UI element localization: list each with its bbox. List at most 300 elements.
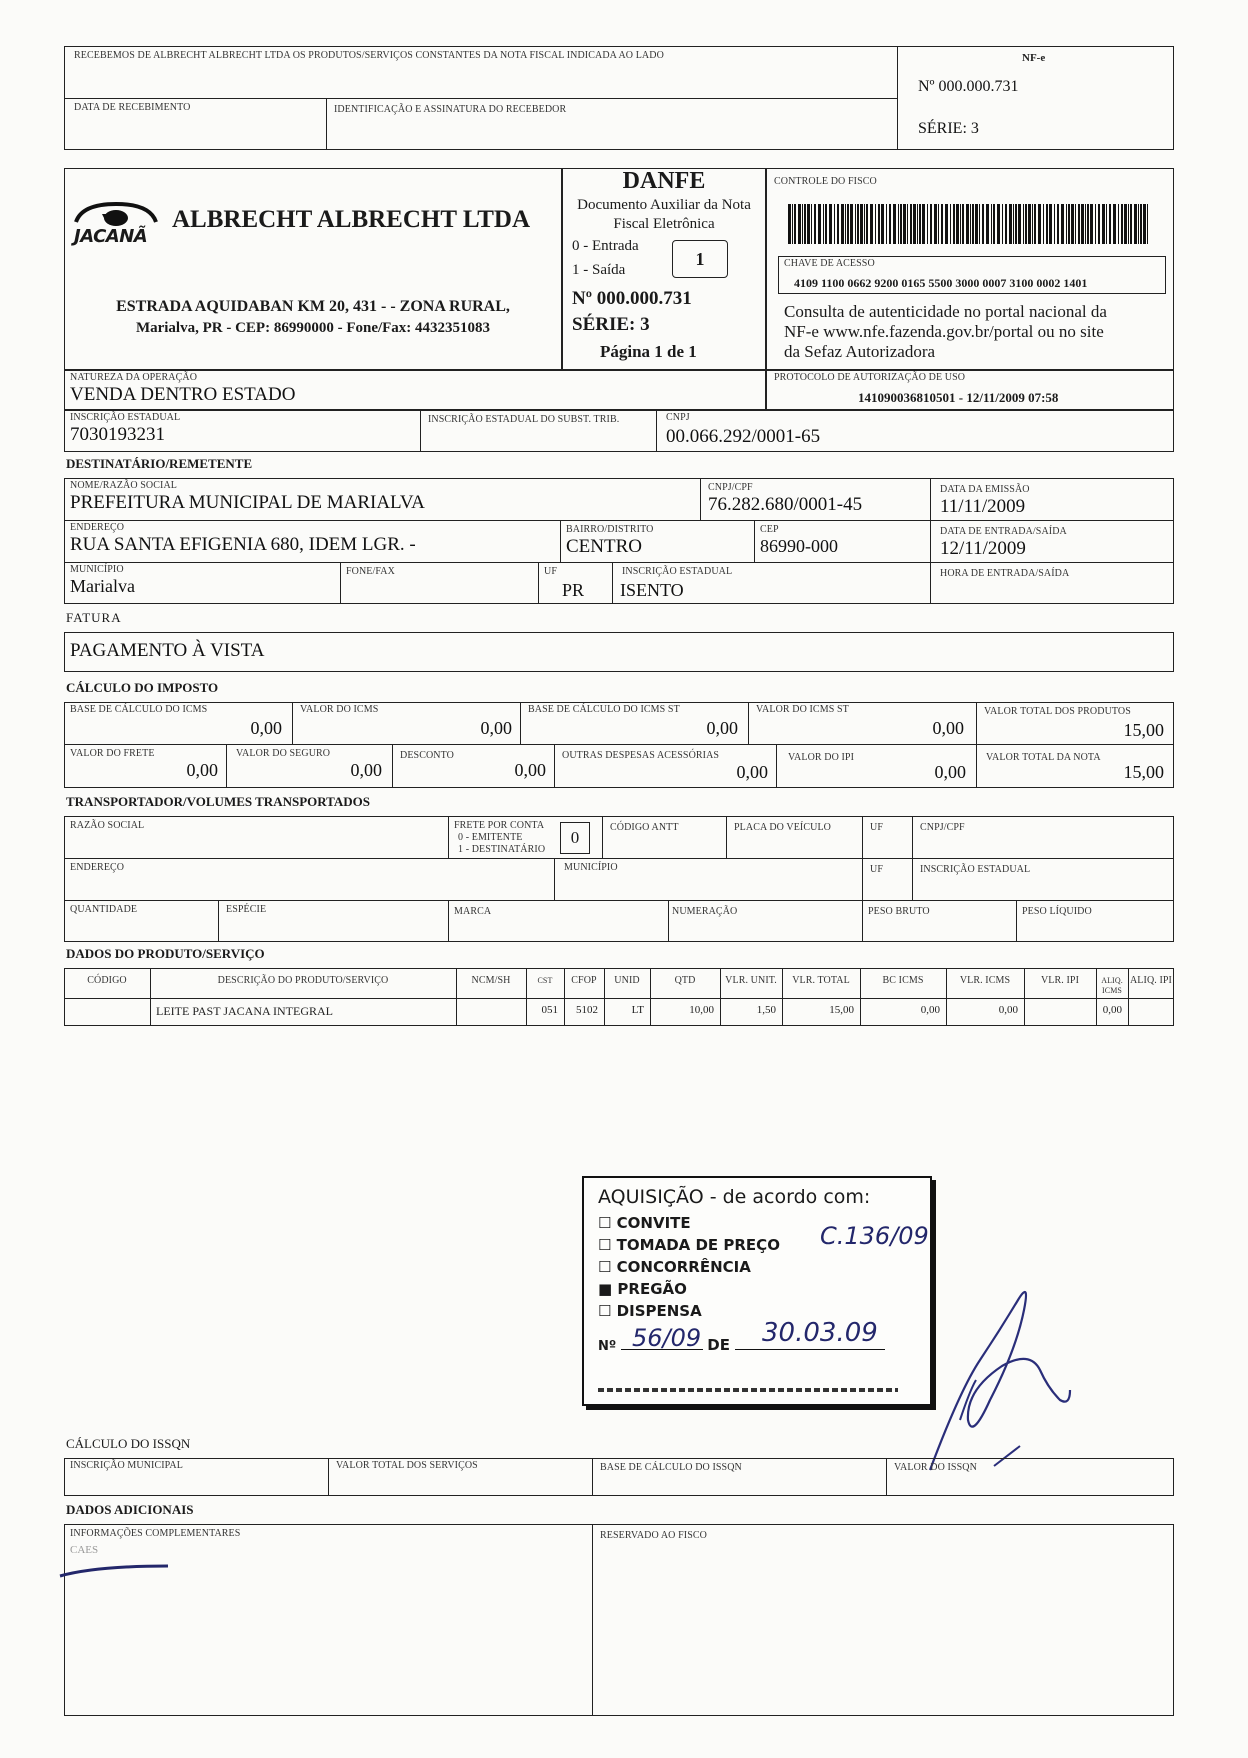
operation-nature: VENDA DENTRO ESTADO xyxy=(70,384,296,405)
carrier-uf-label: UF xyxy=(870,822,883,833)
additional-box xyxy=(64,1524,1174,1716)
divider xyxy=(64,98,897,99)
barcode-bar xyxy=(1121,204,1123,244)
barcode-bar xyxy=(1054,204,1055,244)
receipt-text: RECEBEMOS DE ALBRECHT ALBRECHT LTDA OS PRODUTOS/SERVIÇOS CONSTANTES DA NOTA FISCAL INDICADA AO LADO xyxy=(74,50,664,61)
divider xyxy=(448,816,449,858)
col-header-qty: QTD xyxy=(674,975,696,986)
divider xyxy=(292,702,293,744)
divider xyxy=(748,702,749,744)
stamp-handwritten-tomada: C.136/09 xyxy=(820,1222,929,1250)
recipient-ie: ISENTO xyxy=(620,580,684,600)
stamp-tomada: ☐ TOMADA DE PREÇO xyxy=(598,1236,780,1254)
barcode-bar xyxy=(837,204,839,244)
icms-st-base: 0,00 xyxy=(706,718,738,738)
issuer-box xyxy=(64,168,562,370)
barcode-bar xyxy=(1075,204,1076,244)
acquisition-stamp xyxy=(582,1176,932,1406)
products-total: 15,00 xyxy=(1123,720,1164,740)
recipient-address-label: ENDEREÇO xyxy=(70,522,125,533)
stamp-title: AQUISIÇÃO - de acordo com: xyxy=(598,1186,871,1208)
barcode-bar xyxy=(1140,204,1142,244)
barcode-bar xyxy=(903,204,906,244)
entry-date-label: DATA DE ENTRADA/SAÍDA xyxy=(940,526,1067,537)
phone-label: FONE/FAX xyxy=(346,566,395,577)
icms-value: 0,00 xyxy=(480,718,512,738)
fiscal-control-label: CONTROLE DO FISCO xyxy=(774,176,877,187)
icms-st-value: 0,00 xyxy=(932,718,964,738)
ipi-value: 0,00 xyxy=(934,762,966,782)
barcode-bar xyxy=(1106,204,1107,244)
barcode-bar xyxy=(802,204,803,244)
barcode-bar xyxy=(1095,204,1096,244)
carrier-cnpj-label: CNPJ/CPF xyxy=(920,822,965,833)
stub-number: Nº 000.000.731 xyxy=(918,78,1019,95)
barcode-bar xyxy=(1109,204,1111,244)
barcode-bar xyxy=(960,204,961,244)
barcode-bar xyxy=(1081,204,1084,244)
col-header-total: VLR. TOTAL xyxy=(792,975,850,986)
protocol-number: 141090036810501 - 12/11/2009 07:58 xyxy=(858,390,1059,405)
barcode-bar xyxy=(850,204,853,244)
barcode-bar xyxy=(927,204,928,244)
divider xyxy=(912,816,913,900)
barcode-bar xyxy=(1102,204,1105,244)
barcode-bar xyxy=(823,204,824,244)
barcode-bar xyxy=(1128,204,1129,244)
barcode-bar xyxy=(1085,204,1086,244)
divider xyxy=(554,744,555,788)
barcode-bar xyxy=(1118,204,1119,244)
icms-base-label: BASE DE CÁLCULO DO ICMS xyxy=(70,704,208,715)
divider xyxy=(886,1458,887,1496)
substitute-registration-label: INSCRIÇÃO ESTADUAL DO SUBST. TRIB. xyxy=(428,414,620,425)
city: Marialva xyxy=(70,576,135,596)
barcode-bar xyxy=(857,204,859,244)
issuer-address-1: ESTRADA AQUIDABAN KM 20, 431 - - ZONA RURAL, xyxy=(116,298,510,315)
issuer-cnpj: 00.066.292/0001-65 xyxy=(666,426,821,447)
municipal-registration-label: INSCRIÇÃO MUNICIPAL xyxy=(70,1460,183,1471)
divider xyxy=(754,520,755,562)
barcode-bar xyxy=(962,204,964,244)
barcode-bar xyxy=(972,204,974,244)
cell-description: LEITE PAST JACANA INTEGRAL xyxy=(156,1004,334,1018)
barcode-bar xyxy=(870,204,873,244)
divider xyxy=(328,1458,329,1496)
issue-date-label: DATA DA EMISSÃO xyxy=(940,484,1030,495)
barcode-bar xyxy=(1061,204,1064,244)
recipient-ie-label: INSCRIÇÃO ESTADUAL xyxy=(622,566,733,577)
stamp-handwritten-date: 30.03.09 xyxy=(762,1318,878,1348)
barcode-bar xyxy=(907,204,908,244)
divider xyxy=(897,46,898,150)
barcode-bar xyxy=(847,204,849,244)
divider xyxy=(862,816,863,900)
stamp-bottom-rule xyxy=(598,1388,898,1392)
divider xyxy=(554,858,555,900)
stamp-handwritten-number: 56/09 xyxy=(632,1324,702,1352)
divider xyxy=(64,520,1174,521)
divider xyxy=(218,900,219,942)
barcode-bar xyxy=(866,204,868,244)
barcode-bar xyxy=(860,204,863,244)
discount: 0,00 xyxy=(514,760,546,780)
barcode-bar xyxy=(900,204,902,244)
barcode-bar xyxy=(975,204,978,244)
barcode-bar xyxy=(930,204,932,244)
barcode-bar xyxy=(1138,204,1139,244)
barcode-bar xyxy=(878,204,880,244)
divider xyxy=(448,900,449,942)
divider xyxy=(930,478,931,604)
barcode-bar xyxy=(1034,204,1036,244)
stamp-convite: ☐ CONVITE xyxy=(598,1214,691,1232)
carrier-ie-label: INSCRIÇÃO ESTADUAL xyxy=(920,864,1031,875)
carrier-uf-label-2: UF xyxy=(870,864,883,875)
barcode-bar xyxy=(1038,204,1041,244)
barcode-bar xyxy=(966,204,969,244)
barcode-bar xyxy=(1057,204,1059,244)
consult-text-2: NF-e www.nfe.fazenda.gov.br/portal ou no site xyxy=(784,322,1104,341)
barcode-bar xyxy=(1147,204,1148,244)
gross-weight-label: PESO BRUTO xyxy=(868,906,930,917)
barcode-bar xyxy=(889,204,891,244)
signature xyxy=(920,1270,1080,1490)
pen-mark xyxy=(56,1560,176,1584)
stub-series: SÉRIE: 3 xyxy=(918,120,979,137)
postal-code-label: CEP xyxy=(760,524,779,535)
carrier-name-label: RAZÃO SOCIAL xyxy=(70,820,145,831)
freight-payer-label-1: FRETE POR CONTA xyxy=(454,820,545,831)
cell-unit: LT xyxy=(631,1004,644,1016)
barcode-bar xyxy=(938,204,939,244)
cell-bc-icms: 0,00 xyxy=(920,1004,940,1016)
barcode-bar xyxy=(1066,204,1067,244)
barcode-bar xyxy=(941,204,943,244)
stamp-number-label: Nº xyxy=(598,1339,617,1354)
divider xyxy=(340,562,341,604)
transport-section-title: TRANSPORTADOR/VOLUMES TRANSPORTADOS xyxy=(66,794,371,809)
products-total-label: VALOR TOTAL DOS PRODUTOS xyxy=(984,706,1131,717)
col-header-cst: CST xyxy=(537,976,553,985)
issuer-name: ALBRECHT ALBRECHT LTDA xyxy=(172,206,530,233)
divider xyxy=(64,998,1174,999)
receiver-id-label: IDENTIFICAÇÃO E ASSINATURA DO RECEBEDOR xyxy=(334,104,567,115)
barcode-bar xyxy=(881,204,884,244)
operation-type-box: 1 xyxy=(672,240,728,278)
payment-terms: PAGAMENTO À VISTA xyxy=(70,640,265,661)
barcode-bar xyxy=(1087,204,1089,244)
icms-st-value-label: VALOR DO ICMS ST xyxy=(756,704,849,715)
barcode-bar xyxy=(1002,204,1003,244)
barcode-bar xyxy=(997,204,1000,244)
barcode-bar xyxy=(1071,204,1074,244)
col-header-ncm: NCM/SH xyxy=(471,975,511,986)
barcode-bar xyxy=(1028,204,1031,244)
barcode-bar xyxy=(991,204,992,244)
barcode-bar xyxy=(825,204,827,244)
uf: PR xyxy=(562,580,585,600)
barcode-bar xyxy=(1005,204,1007,244)
barcode-bar xyxy=(875,204,876,244)
barcode-bar xyxy=(886,204,887,244)
recipient-name: PREFEITURA MUNICIPAL DE MARIALVA xyxy=(70,492,425,513)
cell-qty: 10,00 xyxy=(689,1004,714,1016)
barcode-bar xyxy=(919,204,921,244)
recipient-address: RUA SANTA EFIGENIA 680, IDEM LGR. - xyxy=(70,534,416,555)
stamp-dispensa: ☐ DISPENSA xyxy=(598,1302,702,1320)
stamp-concorrencia: ☐ CONCORRÊNCIA xyxy=(598,1258,751,1276)
divider xyxy=(392,744,393,788)
barcode-bar xyxy=(855,204,856,244)
stamp-concorrencia-label: CONCORRÊNCIA xyxy=(616,1258,751,1276)
freight: 0,00 xyxy=(186,760,218,780)
barcode-bar xyxy=(814,204,816,244)
cell-cfop: 5102 xyxy=(576,1004,598,1016)
danfe-title: DANFE xyxy=(622,168,706,194)
barcode-bar xyxy=(898,204,899,244)
ipi-value-label: VALOR DO IPI xyxy=(788,752,855,763)
city-label: MUNICÍPIO xyxy=(70,564,124,575)
complementary-info: CAES xyxy=(70,1544,99,1556)
cell-total: 15,00 xyxy=(829,1004,854,1016)
barcode-bar xyxy=(845,204,846,244)
issuer-address-2: Marialva, PR - CEP: 86990000 - Fone/Fax: 4432351083 xyxy=(135,320,491,336)
postal-code: 86990-000 xyxy=(760,536,838,556)
icms-base: 0,00 xyxy=(250,718,282,738)
divider xyxy=(326,98,327,150)
barcode-bar xyxy=(1043,204,1044,244)
divider xyxy=(420,410,421,452)
barcode-bar xyxy=(1143,204,1146,244)
divider xyxy=(64,744,1174,745)
barcode-bar xyxy=(982,204,984,244)
antt-code-label: CÓDIGO ANTT xyxy=(610,822,679,833)
icms-st-base-label: BASE DE CÁLCULO DO ICMS ST xyxy=(528,704,680,715)
danfe-subtitle-2: Fiscal Eletrônica xyxy=(613,216,715,232)
barcode xyxy=(788,204,1152,244)
invoice-section-title: FATURA xyxy=(66,610,122,625)
col-header-bc-icms: BC ICMS xyxy=(882,975,924,986)
freight-payer-box: 0 xyxy=(560,822,590,854)
fiscal-reserved-label: RESERVADO AO FISCO xyxy=(600,1530,707,1541)
additional-section-title: DADOS ADICIONAIS xyxy=(66,1502,194,1517)
barcode-bar xyxy=(910,204,912,244)
state-registration: 7030193231 xyxy=(70,424,165,445)
icms-value-label: VALOR DO ICMS xyxy=(300,704,379,715)
barcode-bar xyxy=(811,204,812,244)
cell-cst: 051 xyxy=(541,1004,558,1016)
protocol-label: PROTOCOLO DE AUTORIZAÇÃO DE USO xyxy=(774,372,966,383)
divider xyxy=(64,858,1174,859)
access-key: 4109 1100 0662 9200 0165 5500 3000 0007 3100 0002 1401 xyxy=(794,276,1088,290)
divider xyxy=(226,744,227,788)
divider xyxy=(700,478,701,520)
divider xyxy=(520,702,521,744)
entry-time-label: HORA DE ENTRADA/SAÍDA xyxy=(940,568,1070,579)
uf-label: UF xyxy=(544,566,557,577)
divider xyxy=(64,562,1174,563)
barcode-bar xyxy=(1090,204,1093,244)
receipt-date-label: DATA DE RECEBIMENTO xyxy=(74,102,191,113)
insurance: 0,00 xyxy=(350,760,382,780)
freight-payer-label-2: 0 - EMITENTE xyxy=(458,832,523,843)
district-label: BAIRRO/DISTRITO xyxy=(566,524,654,535)
carrier-city-label: MUNICÍPIO xyxy=(564,862,618,873)
divider xyxy=(592,1458,593,1496)
barcode-bar xyxy=(913,204,916,244)
col-header-icms-rate: ALIQ. ICMS xyxy=(1101,976,1123,995)
entry-date: 12/11/2009 xyxy=(940,538,1026,559)
barcode-bar xyxy=(956,204,959,244)
stamp-tomada-label: TOMADA DE PREÇO xyxy=(616,1236,780,1254)
operation-nature-label: NATUREZA DA OPERAÇÃO xyxy=(70,372,198,383)
issqn-base-label: BASE DE CÁLCULO DO ISSQN xyxy=(600,1462,742,1473)
discount-label: DESCONTO xyxy=(400,750,454,761)
barcode-bar xyxy=(1068,204,1070,244)
issqn-section-title: CÁLCULO DO ISSQN xyxy=(66,1436,191,1451)
barcode-bar xyxy=(993,204,995,244)
barcode-bar xyxy=(1009,204,1012,244)
col-header-cfop: CFOP xyxy=(571,975,597,986)
barcode-bar xyxy=(788,204,791,244)
stamp-pregao: ■ PREGÃO xyxy=(598,1280,687,1298)
col-header-description: DESCRIÇÃO DO PRODUTO/SERVIÇO xyxy=(217,975,389,986)
barcode-bar xyxy=(834,204,835,244)
numbering-label: NUMERAÇÃO xyxy=(672,906,738,917)
stamp-date-label: DE xyxy=(707,1336,730,1354)
barcode-bar xyxy=(1098,204,1100,244)
stamp-convite-label: CONVITE xyxy=(616,1214,691,1232)
freight-label: VALOR DO FRETE xyxy=(70,748,155,759)
divider xyxy=(560,520,561,562)
quantity-label: QUANTIDADE xyxy=(70,904,138,915)
barcode-bar xyxy=(970,204,971,244)
col-header-ipi-value: VLR. IPI xyxy=(1040,975,1080,986)
barcode-bar xyxy=(945,204,948,244)
barcode-bar xyxy=(864,204,865,244)
barcode-bar xyxy=(807,204,810,244)
barcode-bar xyxy=(953,204,955,244)
barcode-bar xyxy=(893,204,896,244)
complementary-info-label: INFORMAÇÕES COMPLEMENTARES xyxy=(70,1528,241,1539)
barcode-bar xyxy=(1023,204,1024,244)
insurance-label: VALOR DO SEGURO xyxy=(236,748,331,759)
other-expenses-label: OUTRAS DESPESAS ACESSÓRIAS xyxy=(562,750,720,761)
barcode-bar xyxy=(1032,204,1033,244)
recipient-name-label: NOME/RAZÃO SOCIAL xyxy=(70,480,177,491)
col-header-unit-price: VLR. UNIT. xyxy=(725,975,777,986)
nfe-label: NF-e xyxy=(1022,52,1046,64)
consult-text-1: Consulta de autenticidade no portal nacional da xyxy=(784,302,1107,321)
consult-text-3: da Sefaz Autorizadora xyxy=(784,342,936,361)
barcode-bar xyxy=(792,204,793,244)
exit-type-label: 1 - Saída xyxy=(572,262,626,278)
divider xyxy=(1016,900,1017,942)
invoice-total: 15,00 xyxy=(1123,762,1164,782)
district: CENTRO xyxy=(566,536,642,557)
barcode-bar xyxy=(1046,204,1048,244)
tax-section-title: CÁLCULO DO IMPOSTO xyxy=(66,680,219,695)
col-header-unit: UNID xyxy=(614,975,640,986)
barcode-bar xyxy=(1013,204,1014,244)
divider xyxy=(656,410,657,452)
products-section-title: DADOS DO PRODUTO/SERVIÇO xyxy=(66,946,265,961)
issue-date: 11/11/2009 xyxy=(940,496,1026,517)
stamp-dispensa-label: DISPENSA xyxy=(616,1302,702,1320)
divider xyxy=(602,816,603,858)
barcode-bar xyxy=(794,204,796,244)
logo-text: JACANÃ xyxy=(74,226,148,247)
barcode-bar xyxy=(922,204,925,244)
entry-type-label: 0 - Entrada xyxy=(572,238,639,254)
danfe-series: SÉRIE: 3 xyxy=(572,314,650,335)
col-header-code: CÓDIGO xyxy=(87,975,127,986)
divider xyxy=(976,702,977,744)
cell-icms-value: 0,00 xyxy=(998,1004,1018,1016)
barcode-bar xyxy=(934,204,937,244)
net-weight-label: PESO LÍQUIDO xyxy=(1022,906,1092,917)
danfe-subtitle-1: Documento Auxiliar da Nota xyxy=(577,197,751,213)
barcode-bar xyxy=(950,204,951,244)
cell-unit-price: 1,50 xyxy=(756,1004,776,1016)
danfe-number: Nº 000.000.731 xyxy=(572,288,692,309)
barcode-bar xyxy=(798,204,801,244)
divider xyxy=(612,562,613,604)
cell-icms-rate: 0,00 xyxy=(1102,1004,1122,1016)
divider xyxy=(862,900,863,942)
barcode-bar xyxy=(818,204,821,244)
freight-payer-label-3: 1 - DESTINATÁRIO xyxy=(458,844,546,855)
divider xyxy=(776,744,777,788)
barcode-bar xyxy=(1049,204,1052,244)
barcode-bar xyxy=(829,204,832,244)
invoice-total-label: VALOR TOTAL DA NOTA xyxy=(986,752,1101,763)
divider xyxy=(726,816,727,858)
state-registration-label: INSCRIÇÃO ESTADUAL xyxy=(70,412,181,423)
col-header-ipi-rate: ALIQ. IPI xyxy=(1129,975,1172,986)
carrier-address-label: ENDEREÇO xyxy=(70,862,125,873)
services-total-label: VALOR TOTAL DOS SERVIÇOS xyxy=(336,1460,478,1471)
issqn-value-label: VALOR DO ISSQN xyxy=(894,1462,977,1473)
divider xyxy=(668,900,669,942)
vehicle-plate-label: PLACA DO VEÍCULO xyxy=(734,822,831,833)
barcode-bar xyxy=(1025,204,1027,244)
barcode-bar xyxy=(1130,204,1132,244)
cnpj-label: CNPJ xyxy=(666,412,690,423)
other-expenses: 0,00 xyxy=(736,762,768,782)
barcode-bar xyxy=(1078,204,1080,244)
barcode-bar xyxy=(1124,204,1127,244)
barcode-bar xyxy=(841,204,844,244)
barcode-bar xyxy=(1134,204,1137,244)
divider xyxy=(538,562,539,604)
divider xyxy=(64,900,1174,901)
page-count: Página 1 de 1 xyxy=(600,342,697,361)
stamp-pregao-label: PREGÃO xyxy=(617,1280,687,1298)
divider xyxy=(976,744,977,788)
transport-box xyxy=(64,816,1174,942)
access-key-label: CHAVE DE ACESSO xyxy=(784,258,875,269)
barcode-bar xyxy=(804,204,806,244)
barcode-bar xyxy=(1113,204,1116,244)
barcode-bar xyxy=(1015,204,1017,244)
recipient-section-title: DESTINATÁRIO/REMETENTE xyxy=(66,456,253,471)
barcode-bar xyxy=(986,204,989,244)
species-label: ESPÉCIE xyxy=(226,904,267,915)
col-header-icms-value: VLR. ICMS xyxy=(959,975,1011,986)
brand-label: MARCA xyxy=(454,906,492,917)
